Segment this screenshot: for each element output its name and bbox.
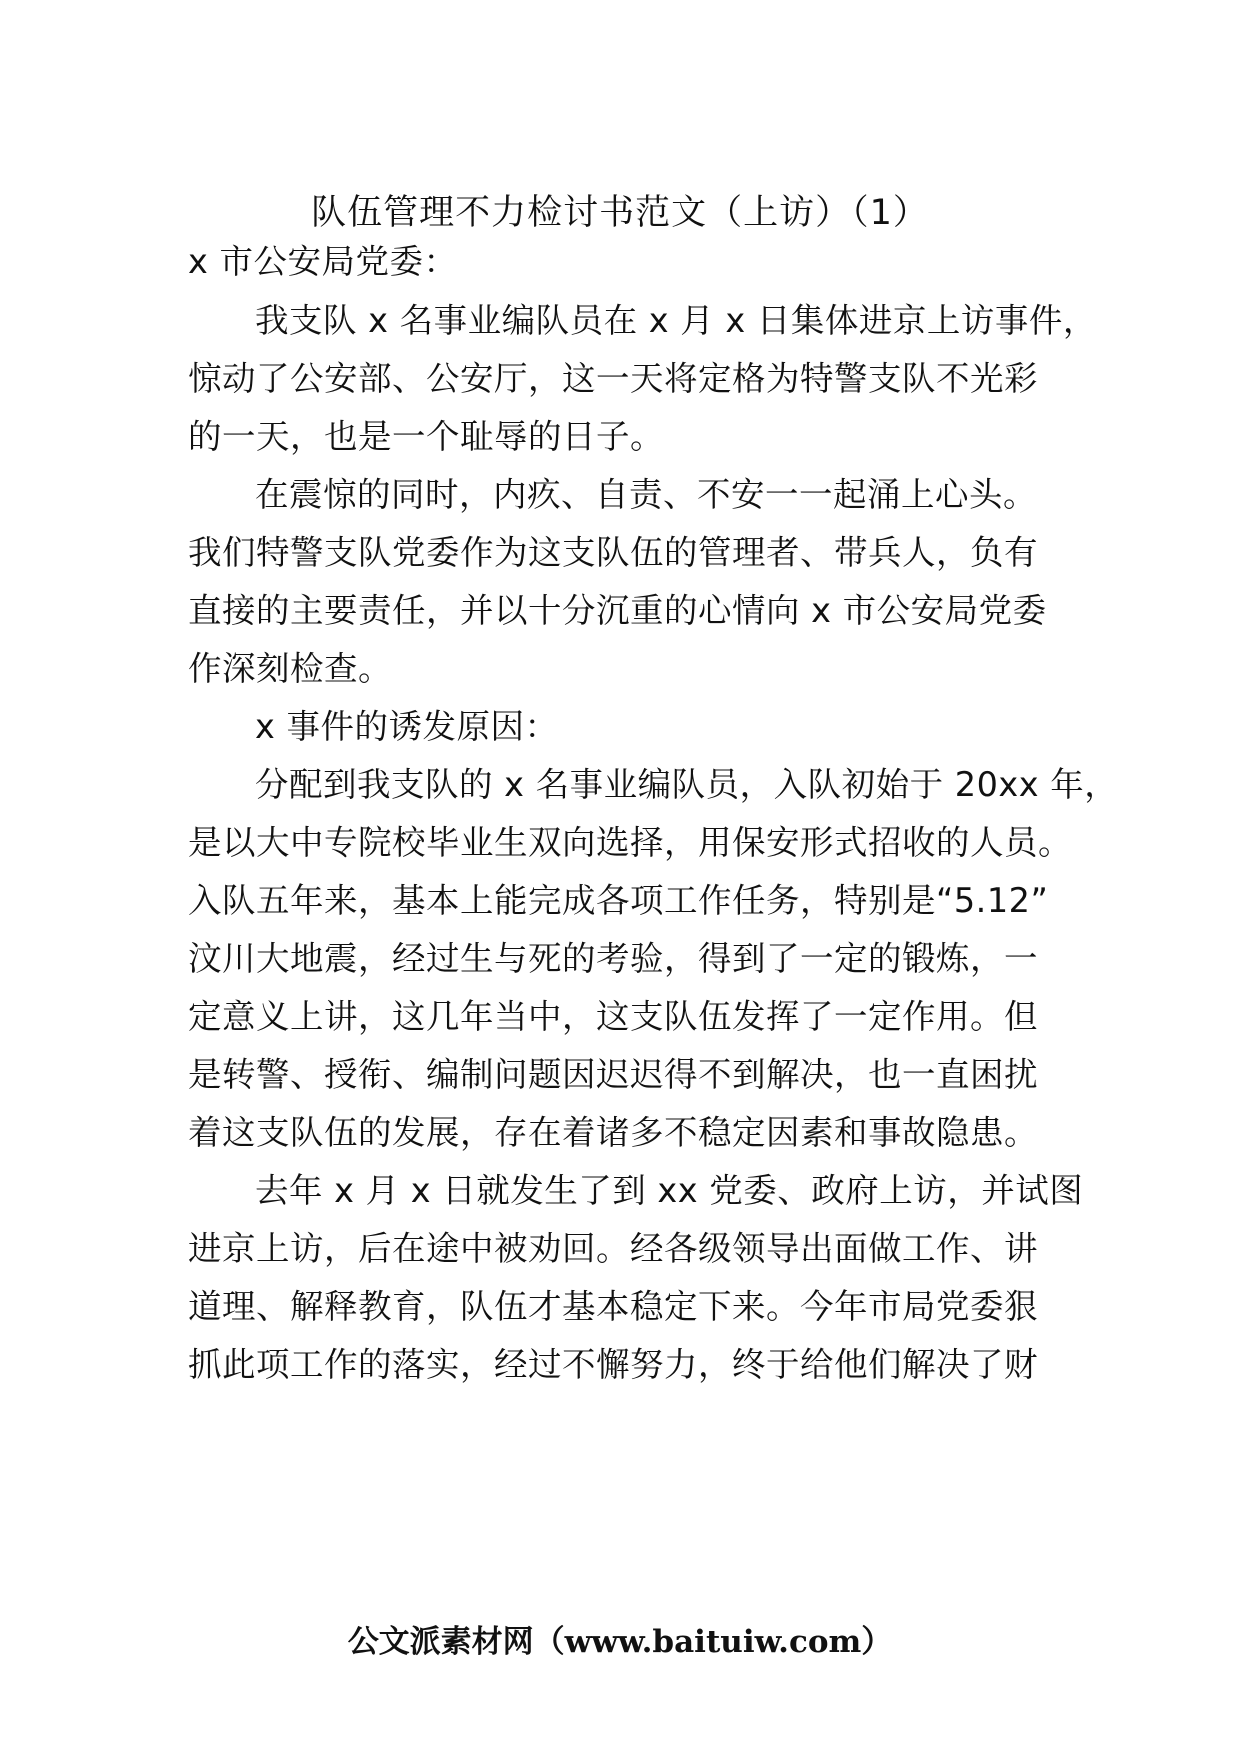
body-line: 汶川大地震，经过生与死的考验，得到了一定的锻炼，一 [188,939,1038,978]
body-line: 作深刻检查。 [188,649,392,688]
body-line: 分配到我支队的 x 名事业编队员，入队初始于 20xx 年， [255,765,1119,804]
body-line: 入队五年来，基本上能完成各项工作任务，特别是“5.12” [188,881,1049,920]
section-heading: x 事件的诱发原因： [255,707,559,746]
document-title: 队伍管理不力检讨书范文（上访）（1） [311,193,929,233]
body-line: 我们特警支队党委作为这支队伍的管理者、带兵人，负有 [188,533,1038,572]
body-line: 惊动了公安部、公安厅，这一天将定格为特警支队不光彩 [188,359,1038,398]
body-line: 直接的主要责任，并以十分沉重的心情向 x 市公安局党委 [188,591,1047,630]
body-line: 我支队 x 名事业编队员在 x 月 x 日集体进京上访事件， [255,301,1097,340]
body-line: 抓此项工作的落实，经过不懈努力，终于给他们解决了财 [188,1345,1038,1384]
salutation-line: x 市公安局党委： [188,242,458,281]
body-line: 进京上访，后在途中被劝回。经各级领导出面做工作、讲 [188,1229,1038,1268]
body-line: 定意义上讲，这几年当中，这支队伍发挥了一定作用。但 [188,997,1038,1036]
body-line: 是以大中专院校毕业生双向选择，用保安形式招收的人员。 [188,823,1072,862]
body-line: 道理、解释教育，队伍才基本稳定下来。今年市局党委狠 [188,1287,1038,1326]
body-line: 的一天，也是一个耻辱的日子。 [188,417,664,456]
body-line: 在震惊的同时，内疚、自责、不安一一起涌上心头。 [255,475,1037,514]
body-line: 着这支队伍的发展，存在着诸多不稳定因素和事故隐患。 [188,1113,1038,1152]
body-line: 是转警、授衔、编制问题因迟迟得不到解决，也一直困扰 [188,1055,1038,1094]
footer-watermark-text: 公文派素材网（www.baituiw.com） [347,1624,893,1660]
body-line: 去年 x 月 x 日就发生了到 xx 党委、政府上访，并试图 [255,1171,1084,1210]
